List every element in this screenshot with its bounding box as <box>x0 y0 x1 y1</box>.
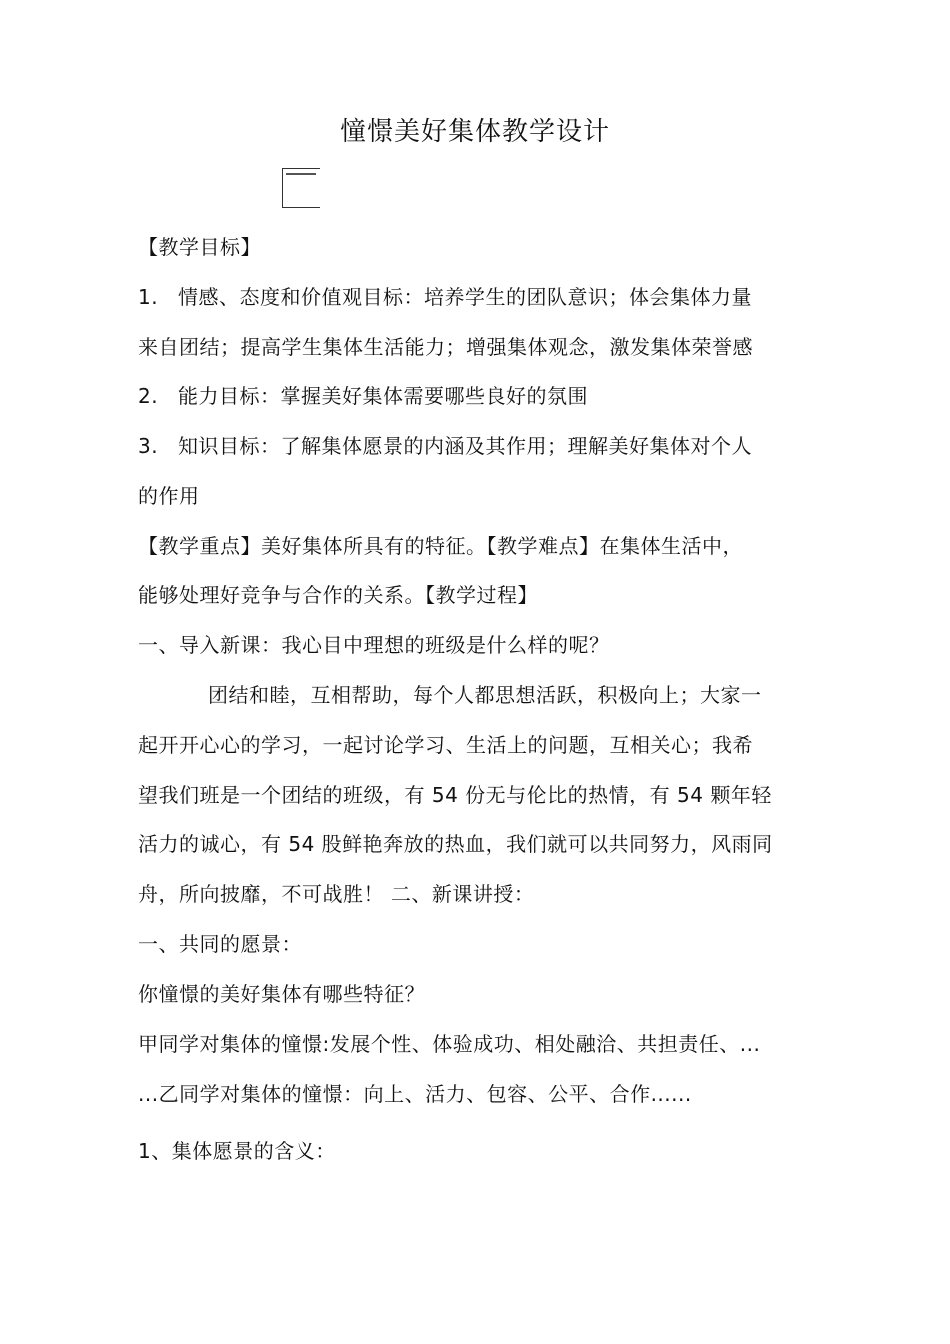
paragraph-line <box>138 531 743 561</box>
paragraph-line <box>138 1079 692 1109</box>
line-text: ...乙同学对集体的憧憬：向上、活力、包容、公平、合作...... <box>138 1082 692 1106</box>
paragraph-line <box>138 332 753 362</box>
line-text: 甲同学对集体的憧憬:发展个性、体验成功、相处融洽、共担责任、... <box>138 1032 761 1056</box>
list-item-line <box>138 282 752 312</box>
section-heading <box>138 929 302 959</box>
section-heading <box>138 630 610 660</box>
line-text: 【教学目标】 <box>138 235 261 259</box>
paragraph-line <box>138 1029 760 1059</box>
line-text: 情感、态度和价值观目标：培养学生的团队意识；体会集体力量 <box>178 285 752 309</box>
list-item-line <box>138 381 588 411</box>
line-text: 你憧憬的美好集体有哪些特征？ <box>138 982 425 1006</box>
list-number: 1. <box>138 285 159 309</box>
line-text: 一、共同的愿景： <box>138 932 302 956</box>
paragraph-line <box>138 481 200 511</box>
line-text: 能力目标：掌握美好集体需要哪些良好的氛围 <box>178 384 588 408</box>
paragraph-line <box>138 879 534 909</box>
paragraph-line <box>138 580 538 610</box>
line-text: 望我们班是一个团结的班级，有 54 份无与伦比的热情，有 54 颗年轻 <box>138 783 772 807</box>
paragraph-line <box>208 680 762 710</box>
line-text: 团结和睦，互相帮助，每个人都思想活跃，积极向上；大家一 <box>208 683 762 707</box>
line-text: 能够处理好竞争与合作的关系。【教学过程】 <box>138 583 538 607</box>
paragraph-line <box>138 979 425 1009</box>
list-item-line <box>138 431 752 461</box>
paragraph-line <box>138 730 753 760</box>
line-text: 1、集体愿景的含义： <box>138 1139 336 1163</box>
thumbnail-text-line <box>286 173 316 175</box>
list-number: 2. <box>138 384 159 408</box>
paragraph-line <box>138 232 261 262</box>
line-text: 的作用 <box>138 484 200 508</box>
line-text: 知识目标：了解集体愿景的内涵及其作用；理解美好集体对个人 <box>178 434 752 458</box>
line-text: 一、导入新课：我心目中理想的班级是什么样的呢？ <box>138 633 610 657</box>
line-text: 来自团结；提高学生集体生活能力；增强集体观念，激发集体荣誉感 <box>138 335 753 359</box>
list-number: 3. <box>138 434 159 458</box>
document-title: 憧憬美好集体教学设计 <box>339 117 610 147</box>
line-text: 【教学重点】美好集体所具有的特征。【教学难点】在集体生活中， <box>138 534 743 558</box>
paragraph-line <box>138 829 773 859</box>
paragraph-line <box>138 780 772 810</box>
line-text: 起开开心心的学习，一起讨论学习、生活上的问题，互相关心；我希 <box>138 733 753 757</box>
line-text: 活力的诚心，有 54 股鲜艳奔放的热血，我们就可以共同努力，风雨同 <box>138 832 773 856</box>
subsection-heading <box>138 1136 336 1166</box>
line-text: 舟，所向披靡，不可战胜！ 二、新课讲授： <box>138 882 535 906</box>
embedded-image-thumbnail <box>282 168 320 208</box>
